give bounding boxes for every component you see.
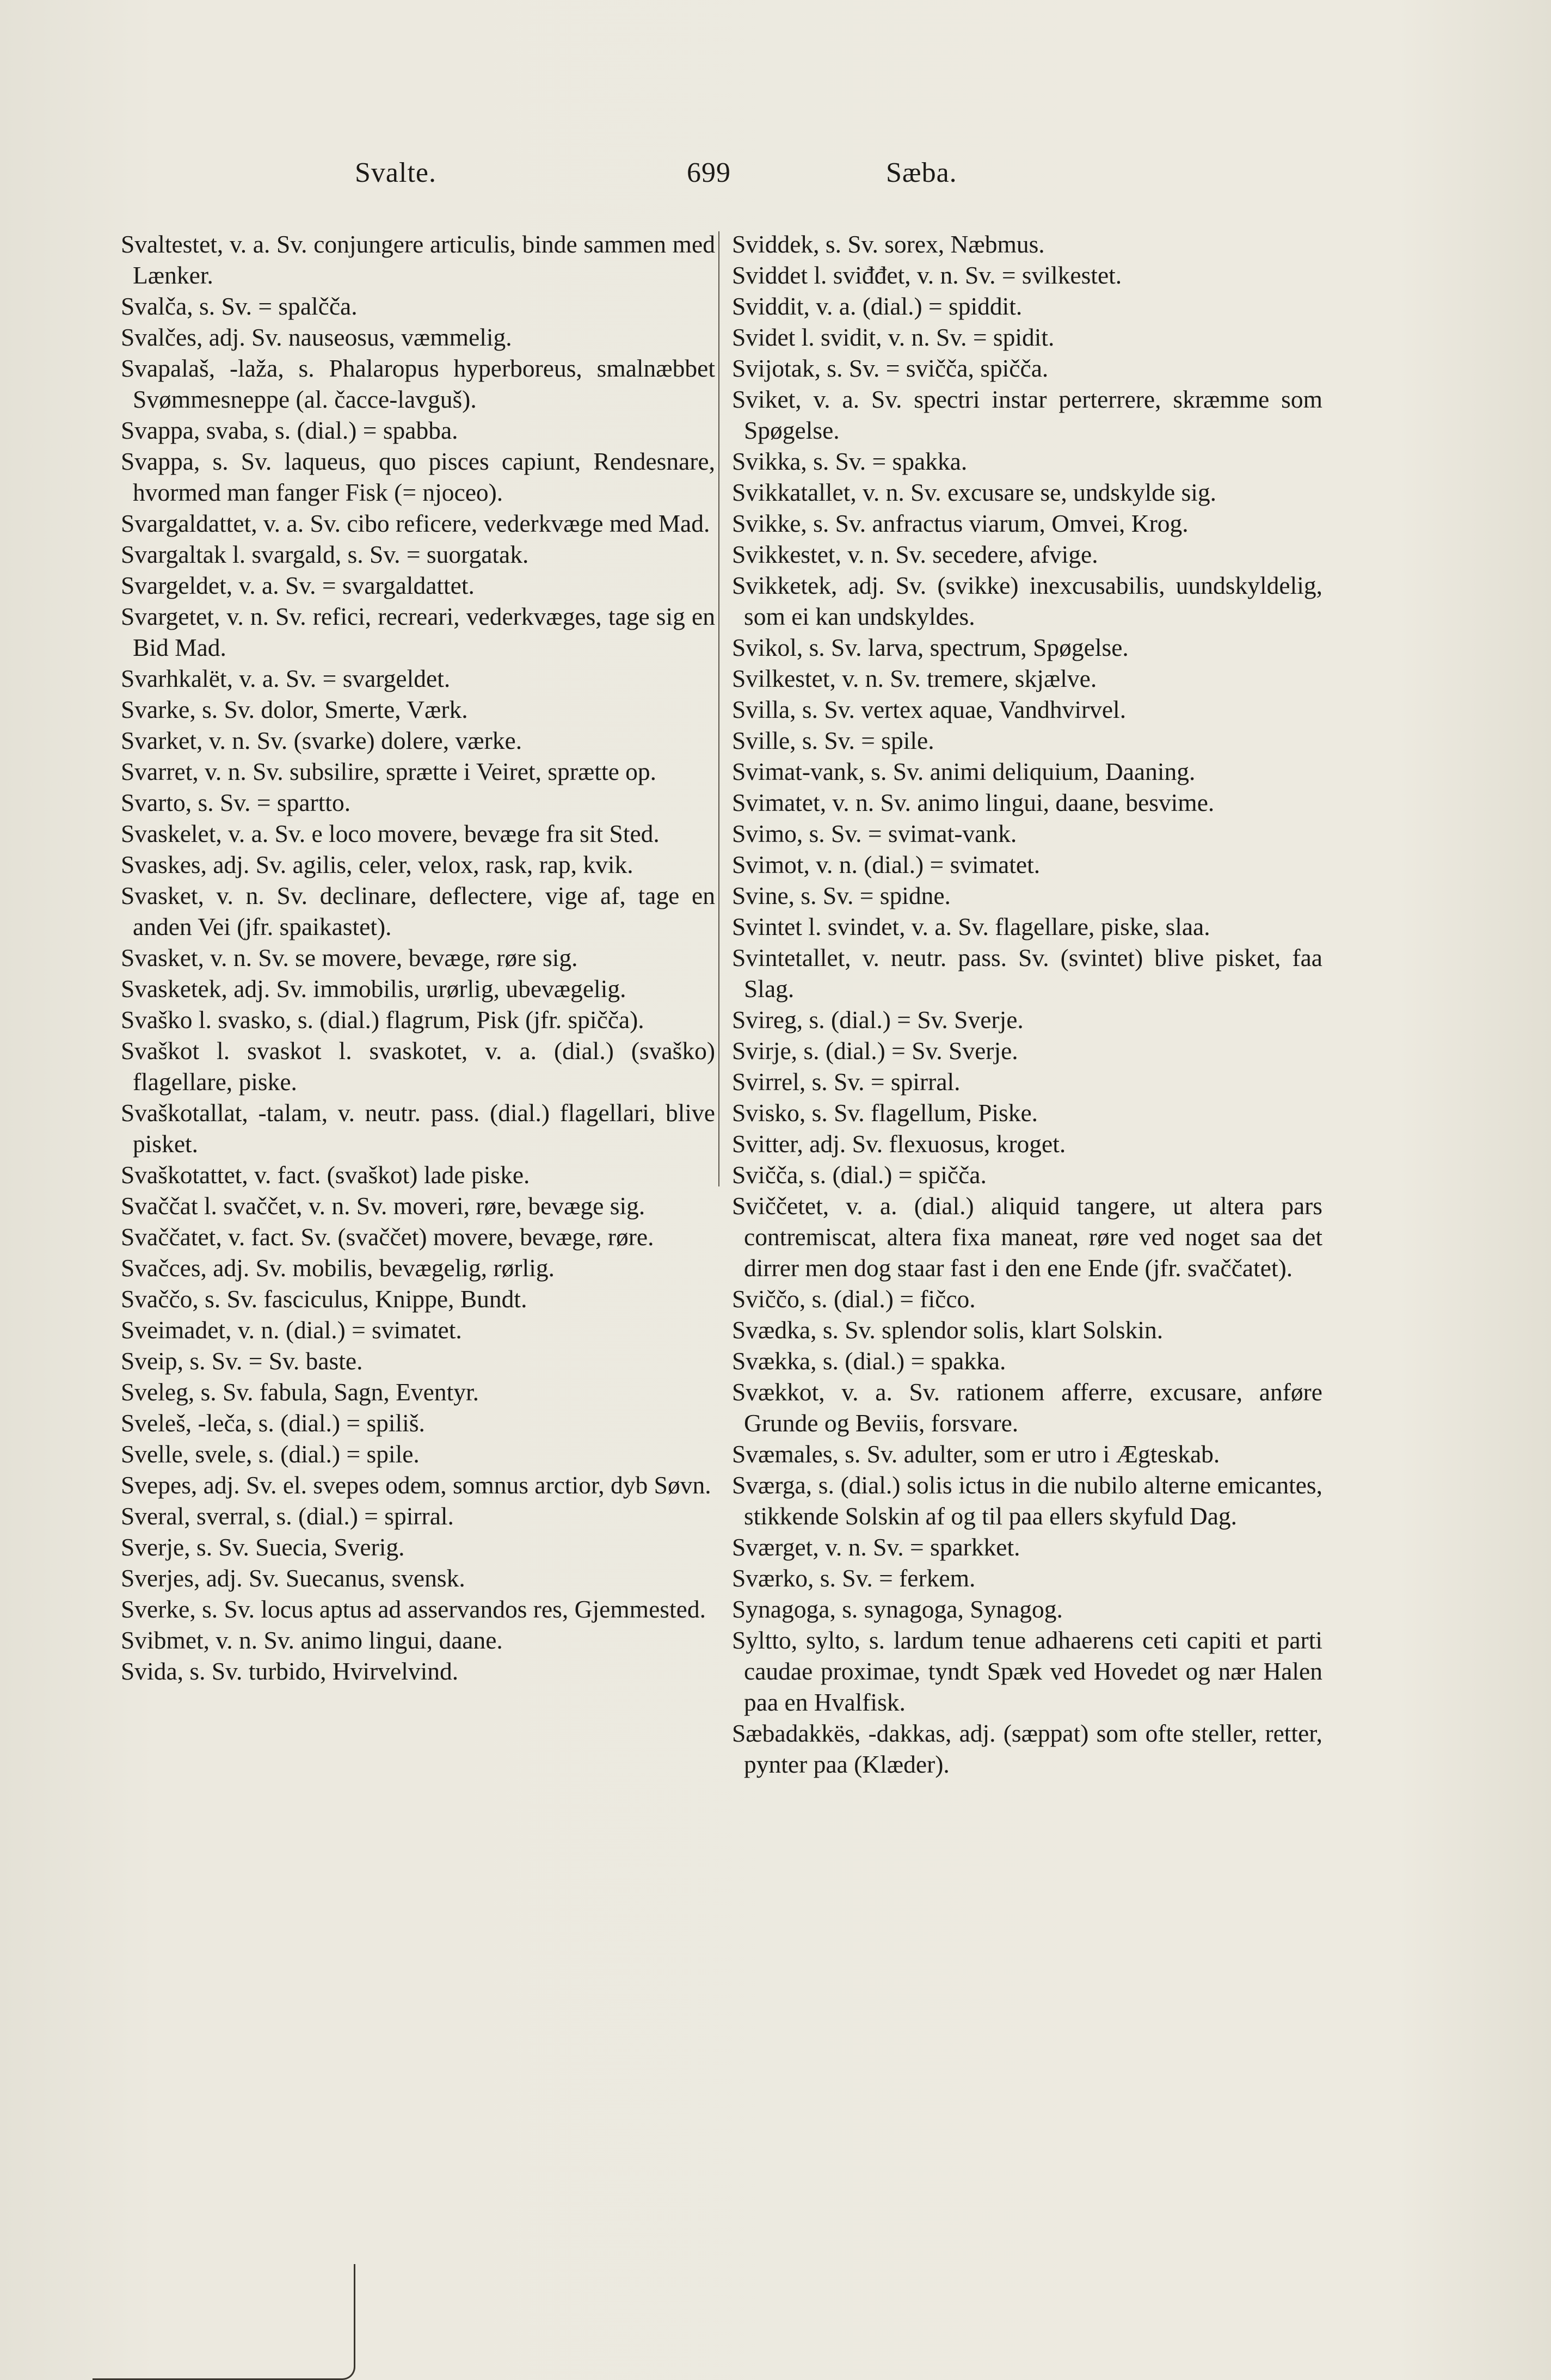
dictionary-entry: Svirrel, s. Sv. = spirral. (732, 1068, 961, 1096)
left-column (121, 229, 715, 1687)
header-right-guide-word: Sæba. (886, 157, 957, 188)
dictionary-entry: Svasket, v. n. Sv. declinare, deflectere, vige af, tage en anden Vei (jfr. spaikastet). (121, 882, 715, 940)
page-number: 699 (687, 157, 731, 188)
dictionary-entry: Svargetet, v. n. Sv. refici, recreari, vederkvæges, tage sig en Bid Mad. (121, 602, 715, 661)
dictionary-entry: Svaččatet, v. fact. Sv. (svaččet) movere, bevæge, røre. (121, 1223, 654, 1251)
dictionary-entry: Svappa, svaba, s. (dial.) = spabba. (121, 416, 458, 444)
dictionary-entry: Sæbadakkës, -dakkas, adj. (sæppat) som ofte steller, retter, pynter paa (Klæder). (732, 1719, 1322, 1778)
dictionary-entry: Svaško l. svasko, s. (dial.) flagrum, Pisk (jfr. spičča). (121, 1006, 644, 1034)
dictionary-entry: Svikka, s. Sv. = spakka. (732, 447, 968, 475)
dictionary-entry: Sveleg, s. Sv. fabula, Sagn, Eventyr. (121, 1378, 479, 1406)
dictionary-entry: Svikketek, adj. Sv. (svikke) inexcusabilis, uundskyldelig, som ei kan undskyldes. (732, 571, 1322, 630)
dictionary-entry: Svine, s. Sv. = spidne. (732, 882, 951, 909)
dictionary-entry: Svisko, s. Sv. flagellum, Piske. (732, 1099, 1038, 1127)
dictionary-entry: Sværga, s. (dial.) solis ictus in die nubilo alterne emicantes, stikkende Solskin af og til paa ellers skyfuld Dag. (732, 1471, 1322, 1530)
dictionary-entry: Sville, s. Sv. = spile. (732, 727, 934, 754)
dictionary-entry: Svædka, s. Sv. splendor solis, klart Solskin. (732, 1316, 1164, 1344)
dictionary-entry: Svitter, adj. Sv. flexuosus, kroget. (732, 1130, 1066, 1158)
dictionary-entry: Svarhkalët, v. a. Sv. = svargeldet. (121, 665, 451, 692)
dictionary-entry: Svimot, v. n. (dial.) = svimatet. (732, 851, 1041, 878)
dictionary-entry: Sviččetet, v. a. (dial.) aliquid tangere, ut altera pars contremiscat, altera fixa maneat, røre ved noget saa det dirrer men dog staar fast i den ene Ende (jfr. svaččatet). (732, 1192, 1322, 1282)
dictionary-entry: Svaškotallat, -talam, v. neutr. pass. (dial.) flagellari, blive pisket. (121, 1099, 715, 1158)
dictionary-entry: Sviket, v. a. Sv. spectri instar perterrere, skræmme som Spøgelse. (732, 385, 1322, 444)
dictionary-entry: Sveral, sverral, s. (dial.) = spirral. (121, 1502, 454, 1530)
dictionary-entry: Svarke, s. Sv. dolor, Smerte, Værk. (121, 696, 468, 723)
dictionary-entry: Sviččo, s. (dial.) = fičco. (732, 1285, 976, 1313)
dictionary-entry: Svintetallet, v. neutr. pass. Sv. (svintet) blive pisket, faa Slag. (732, 944, 1322, 1003)
dictionary-entry: Svaččat l. svaččet, v. n. Sv. moveri, røre, bevæge sig. (121, 1192, 645, 1220)
dictionary-entry: Svaskelet, v. a. Sv. e loco movere, bevæge fra sit Sted. (121, 820, 660, 847)
dictionary-entry: Svelle, svele, s. (dial.) = spile. (121, 1440, 420, 1468)
dictionary-entry: Syltto, sylto, s. lardum tenue adhaerens ceti capiti et parti caudae proximae, tyndt Spæk ved Hovedet og nær Halen paa en Hvalfisk. (732, 1626, 1322, 1716)
dictionary-entry: Sviddek, s. Sv. sorex, Næbmus. (732, 230, 1045, 258)
dictionary-entry: Svaškotattet, v. fact. (svaškot) lade piske. (121, 1161, 530, 1189)
dictionary-entry: Svimat-vank, s. Sv. animi deliquium, Daaning. (732, 758, 1196, 785)
dictionary-entry: Svarto, s. Sv. = spartto. (121, 789, 351, 816)
header-left-guide-word: Svalte. (355, 157, 436, 188)
dictionary-entry: Sviddit, v. a. (dial.) = spiddit. (732, 292, 1023, 320)
dictionary-entry: Sveip, s. Sv. = Sv. baste. (121, 1347, 363, 1375)
right-column (732, 229, 1322, 1780)
dictionary-entry: Svalča, s. Sv. = spalčča. (121, 292, 358, 320)
dictionary-entry: Svimatet, v. n. Sv. animo lingui, daane, besvime. (732, 789, 1215, 816)
column-divider (718, 231, 719, 1186)
dictionary-entry: Svasketek, adj. Sv. immobilis, urørlig, ubevægelig. (121, 975, 626, 1003)
dictionary-entry: Svijotak, s. Sv. = svičča, spičča. (732, 354, 1049, 382)
corner-pencil-mark (93, 2264, 355, 2380)
dictionary-entry: Svidet l. svidit, v. n. Sv. = spidit. (732, 323, 1055, 351)
dictionary-entry: Svækka, s. (dial.) = spakka. (732, 1347, 1006, 1375)
dictionary-entry: Sveleš, -leča, s. (dial.) = spiliš. (121, 1409, 425, 1437)
dictionary-entry: Synagoga, s. synagoga, Synagog. (732, 1595, 1063, 1623)
dictionary-entry: Svasket, v. n. Sv. se movere, bevæge, røre sig. (121, 944, 578, 971)
dictionary-entry: Sverke, s. Sv. locus aptus ad asservandos res, Gjemmested. (121, 1595, 706, 1623)
dictionary-entry: Svikke, s. Sv. anfractus viarum, Omvei, Krog. (732, 509, 1189, 537)
dictionary-entry: Sværget, v. n. Sv. = sparkket. (732, 1533, 1020, 1561)
dictionary-entry: Svaltestet, v. a. Sv. conjungere articulis, binde sammen med Lænker. (121, 230, 715, 289)
dictionary-entry: Svimo, s. Sv. = svimat-vank. (732, 820, 1017, 847)
dictionary-entry: Svačces, adj. Sv. mobilis, bevægelig, rørlig. (121, 1254, 555, 1282)
dictionary-entry: Sveimadet, v. n. (dial.) = svimatet. (121, 1316, 462, 1344)
dictionary-entry: Svirje, s. (dial.) = Sv. Sverje. (732, 1037, 1018, 1065)
dictionary-entry: Svarret, v. n. Sv. subsilire, sprætte i Veiret, sprætte op. (121, 758, 657, 785)
dictionary-entry: Svilkestet, v. n. Sv. tremere, skjælve. (732, 665, 1097, 692)
dictionary-entry: Svilla, s. Sv. vertex aquae, Vandhvirvel. (732, 696, 1127, 723)
dictionary-entry: Svibmet, v. n. Sv. animo lingui, daane. (121, 1626, 503, 1654)
dictionary-entry: Svintet l. svindet, v. a. Sv. flagellare, piske, slaa. (732, 913, 1210, 940)
dictionary-entry: Svireg, s. (dial.) = Sv. Sverje. (732, 1006, 1024, 1034)
dictionary-entry: Svargeldet, v. a. Sv. = svargaldattet. (121, 571, 475, 599)
dictionary-entry: Svækkot, v. a. Sv. rationem afferre, excusare, anføre Grunde og Beviis, forsvare. (732, 1378, 1322, 1437)
dictionary-entry: Svaškot l. svaskot l. svaskotet, v. a. (dial.) (svaško) flagellare, piske. (121, 1037, 715, 1096)
dictionary-entry: Svikkatallet, v. n. Sv. excusare se, undskylde sig. (732, 478, 1217, 506)
dictionary-entry: Svida, s. Sv. turbido, Hvirvelvind. (121, 1657, 459, 1685)
dictionary-entry: Svičča, s. (dial.) = spičča. (732, 1161, 987, 1189)
dictionary-entry: Svargaltak l. svargald, s. Sv. = suorgatak. (121, 540, 529, 568)
dictionary-entry: Sviddet l. sviđđet, v. n. Sv. = svilkestet. (732, 261, 1122, 289)
dictionary-entry: Svæmales, s. Sv. adulter, som er utro i Ægteskab. (732, 1440, 1220, 1468)
running-header (0, 157, 1551, 200)
dictionary-entry: Svepes, adj. Sv. el. svepes odem, somnus arctior, dyb Søvn. (121, 1471, 711, 1499)
dictionary-entry: Svaskes, adj. Sv. agilis, celer, velox, rask, rap, kvik. (121, 851, 633, 878)
dictionary-entry: Svarket, v. n. Sv. (svarke) dolere, værke. (121, 727, 522, 754)
dictionary-entry: Svikkestet, v. n. Sv. secedere, afvige. (732, 540, 1098, 568)
dictionary-entry: Svapalaš, -laža, s. Phalaropus hyperboreus, smalnæbbet Svømmesneppe (al. čacce-lavguš). (121, 354, 715, 413)
dictionary-entry: Sverje, s. Sv. Suecia, Sverig. (121, 1533, 405, 1561)
dictionary-entry: Svalčes, adj. Sv. nauseosus, væmmelig. (121, 323, 512, 351)
dictionary-entry: Sverjes, adj. Sv. Suecanus, svensk. (121, 1564, 465, 1592)
dictionary-entry: Svappa, s. Sv. laqueus, quo pisces capiunt, Rendesnare, hvormed man fanger Fisk (= njoceo). (121, 447, 715, 506)
dictionary-entry: Sværko, s. Sv. = ferkem. (732, 1564, 976, 1592)
dictionary-entry: Svaččo, s. Sv. fasciculus, Knippe, Bundt. (121, 1285, 527, 1313)
dictionary-entry: Svikol, s. Sv. larva, spectrum, Spøgelse. (732, 634, 1129, 661)
dictionary-entry: Svargaldattet, v. a. Sv. cibo reficere, vederkvæge med Mad. (121, 509, 710, 537)
